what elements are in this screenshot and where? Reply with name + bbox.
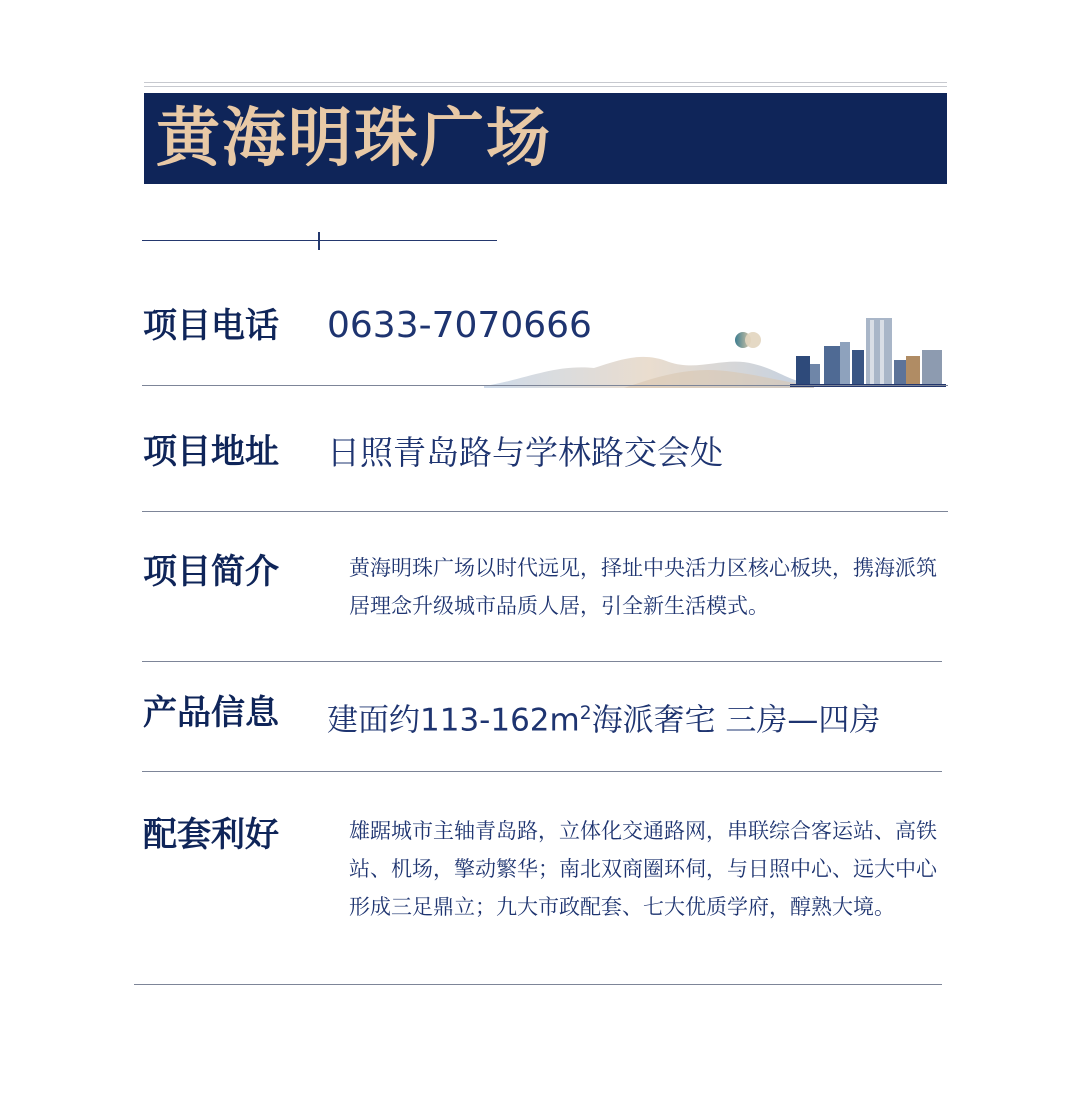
divider-4: [142, 771, 942, 772]
product-area-unit-superscript: 2: [579, 703, 592, 724]
top-rule-2: [144, 86, 947, 87]
divider-3: [142, 661, 942, 662]
amenities-text: 雄踞城市主轴青岛路，立体化交通路网，串联综合客运站、高铁站、机场，擎动繁华；南北双商圈环伺，与日照中心、远大中心形成三足鼎立；九大市政配套、七大优质学府，醇熟大境。: [349, 819, 937, 919]
product-area: 建面约113-162m: [327, 702, 580, 739]
product-type: 海派奢宅 三房—四房: [591, 702, 881, 739]
title-banner: [144, 93, 947, 184]
product-value: [327, 694, 880, 740]
phone-value: 0633-7070666: [327, 305, 592, 346]
divider-1: [142, 385, 948, 386]
decorative-tick: [318, 232, 320, 250]
amenities-label: 配套利好: [143, 815, 279, 855]
top-rule-1: [144, 82, 947, 83]
page-title: 黄海明珠广场: [156, 102, 552, 176]
phone-label: 项目电话: [143, 306, 279, 346]
intro-text: 黄海明珠广场以时代远见，择址中央活力区核心板块，携海派筑居理念升级城市品质人居，引全新生活模式。: [349, 556, 937, 618]
product-label: 产品信息: [143, 693, 279, 733]
city-skyline-illustration: [484, 312, 948, 388]
divider-5: [134, 984, 942, 985]
address-label: 项目地址: [143, 432, 279, 472]
intro-label: 项目简介: [143, 552, 279, 592]
divider-2: [142, 511, 948, 512]
address-value: 日照青岛路与学林路交会处: [327, 433, 723, 472]
